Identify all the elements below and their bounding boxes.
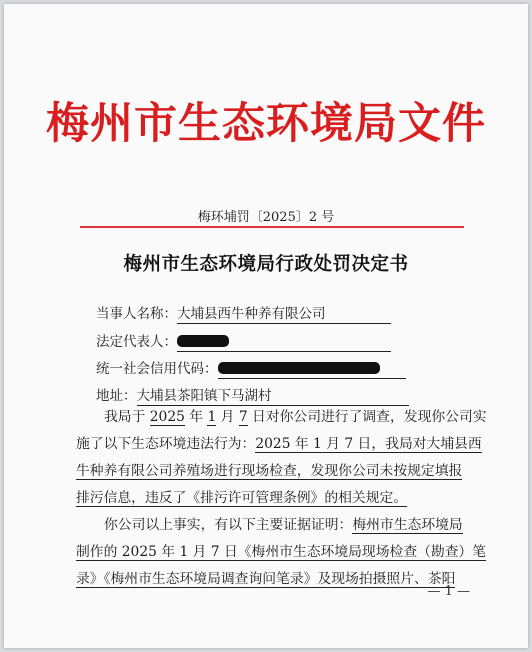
header-divider: [80, 226, 464, 228]
address-label: 地址：: [96, 388, 137, 404]
document-number: 梅环埔罚〔2025〕2 号: [197, 210, 335, 225]
redaction-mark: [177, 335, 229, 347]
legal-representative-label: 法定代表人：: [96, 334, 177, 350]
document-title: 梅州市生态环境局行政处罚决定书: [123, 254, 409, 275]
paragraph-line: 我局于 2025 年 1 月 7 日对你公司进行了调查，发现你公司实: [104, 409, 487, 425]
evidence-paragraph: [76, 512, 487, 593]
credit-code-field: [96, 357, 406, 379]
party-name-field: [96, 302, 391, 324]
credit-code-label: 统一社会信用代码：: [96, 361, 218, 377]
paragraph-line: 排污信息，违反了《排污许可管理条例》的相关规定。: [76, 490, 408, 506]
paragraph-line: 录》《梅州市生态环境局调查询问笔录》及现场拍摄照片、茶阳: [76, 571, 456, 587]
paragraph-line: 你公司以上事实，有以下主要证据证明：梅州市生态环境局: [104, 517, 463, 533]
legal-representative-field: [96, 330, 391, 352]
legal-representative-value: [177, 334, 391, 352]
paragraph-line: 牛种养有限公司养殖场进行现场检查，发现你公司未按规定填报: [76, 463, 463, 479]
document-page: [4, 4, 528, 648]
party-name-label: 当事人名称：: [96, 306, 177, 322]
agency-file-header: 梅州市生态环境局文件: [46, 99, 486, 149]
page-number: — 1 —: [427, 584, 470, 599]
paragraph-line: 制作的 2025 年 1 月 7 日《梅州市生态环境局现场检查（勘查）笔: [76, 544, 487, 560]
paragraph-line: 施了以下生态环境违法行为：2025 年 1 月 7 日，我局对大埔县西: [76, 436, 482, 452]
redaction-mark: [218, 362, 380, 374]
violation-paragraph: [76, 404, 487, 512]
party-name-value: 大埔县西牛种养有限公司: [177, 302, 391, 324]
credit-code-value: [218, 361, 406, 379]
address-field: [96, 384, 409, 406]
address-value: 大埔县茶阳镇下马湖村: [137, 384, 409, 406]
